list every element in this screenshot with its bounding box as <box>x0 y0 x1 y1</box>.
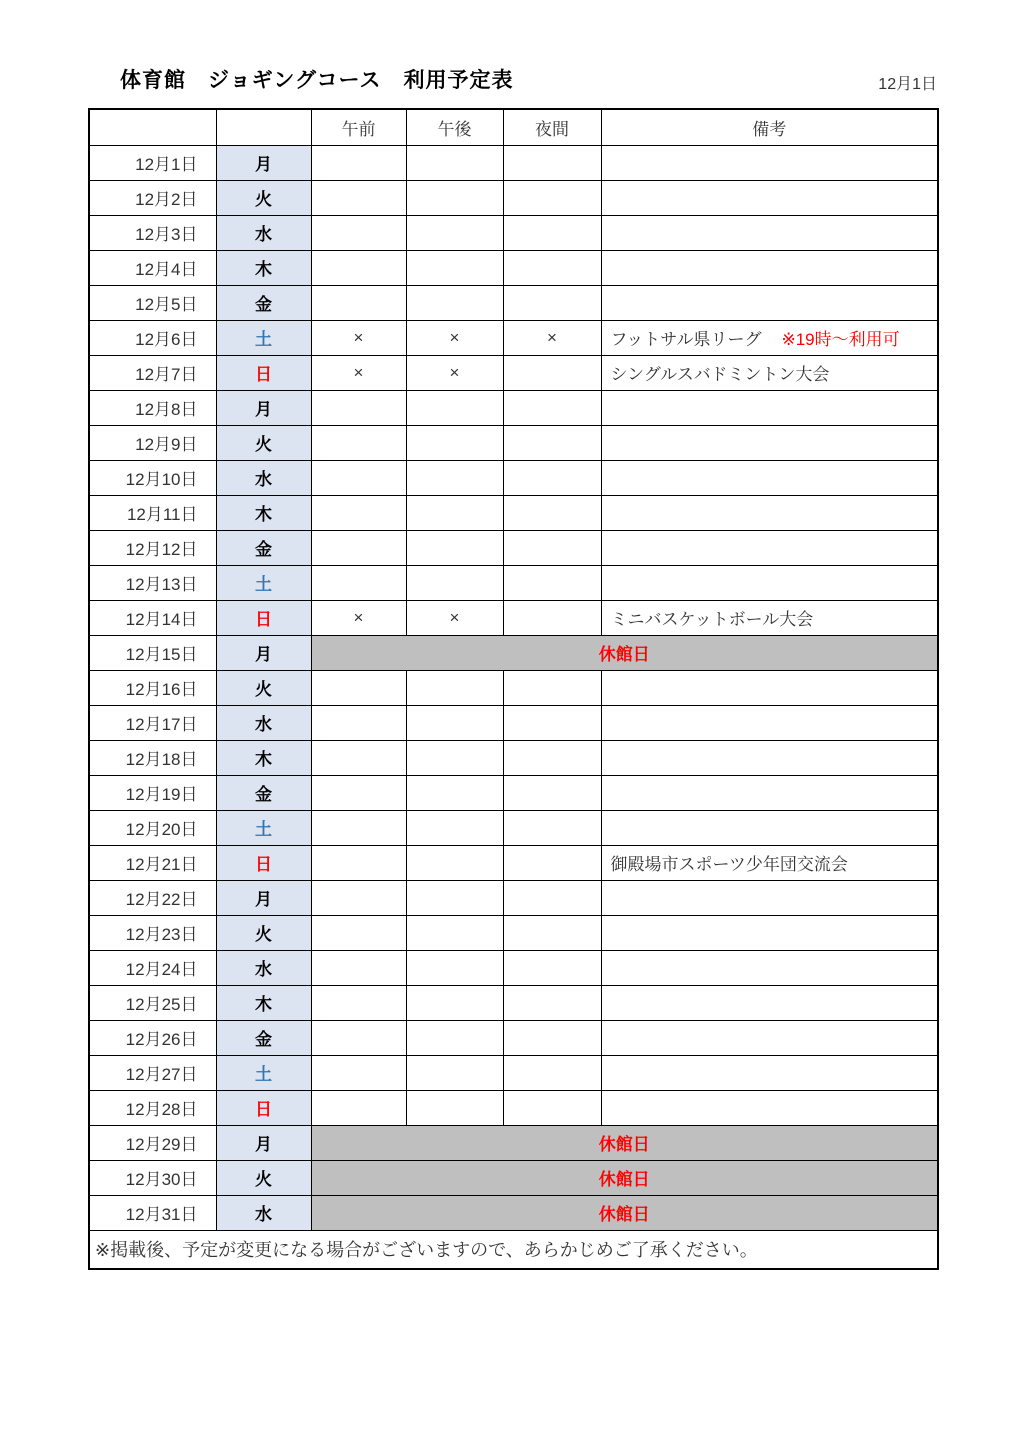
table-row <box>89 915 938 950</box>
date-cell: 12月24日 <box>89 950 216 985</box>
date-cell: 12月15日 <box>89 635 216 670</box>
pm-cell <box>406 775 503 810</box>
date-cell: 12月14日 <box>89 600 216 635</box>
pm-cell <box>406 565 503 600</box>
pm-cell <box>406 250 503 285</box>
date-cell: 12月29日 <box>89 1125 216 1160</box>
header-remarks: 備考 <box>601 109 938 145</box>
remarks-cell <box>601 705 938 740</box>
evening-cell <box>503 775 601 810</box>
day-of-week-cell: 月 <box>216 145 311 180</box>
evening-cell <box>503 705 601 740</box>
day-of-week-cell: 日 <box>216 355 311 390</box>
evening-cell <box>503 950 601 985</box>
pm-cell <box>406 145 503 180</box>
date-cell: 12月3日 <box>89 215 216 250</box>
schedule-body <box>89 145 938 1230</box>
remarks-cell <box>601 565 938 600</box>
date-cell: 12月8日 <box>89 390 216 425</box>
disclaimer-note: ※掲載後、予定が変更になる場合がございますので、あらかじめご了承ください。 <box>89 1230 938 1269</box>
evening-cell <box>503 215 601 250</box>
day-of-week-cell: 金 <box>216 1020 311 1055</box>
header-date-blank <box>89 109 216 145</box>
remarks-cell <box>601 355 938 390</box>
pm-cell: × <box>406 600 503 635</box>
date-cell: 12月17日 <box>89 705 216 740</box>
day-of-week-cell: 火 <box>216 670 311 705</box>
day-of-week-cell: 木 <box>216 495 311 530</box>
am-cell <box>311 180 406 215</box>
table-row <box>89 950 938 985</box>
header-day-blank <box>216 109 311 145</box>
header-am: 午前 <box>311 109 406 145</box>
date-cell: 12月27日 <box>89 1055 216 1090</box>
remarks-cell <box>601 985 938 1020</box>
pm-cell <box>406 810 503 845</box>
day-of-week-cell: 木 <box>216 250 311 285</box>
remarks-text: 御殿場市スポーツ少年団交流会 <box>610 855 848 874</box>
am-cell <box>311 1090 406 1125</box>
table-row <box>89 810 938 845</box>
pm-cell <box>406 950 503 985</box>
remarks-text: ミニバスケットボール大会 <box>610 610 814 629</box>
pm-cell <box>406 285 503 320</box>
am-cell <box>311 810 406 845</box>
evening-cell <box>503 985 601 1020</box>
table-row <box>89 565 938 600</box>
evening-cell <box>503 250 601 285</box>
date-cell: 12月18日 <box>89 740 216 775</box>
table-row <box>89 985 938 1020</box>
day-of-week-cell: 月 <box>216 390 311 425</box>
date-cell: 12月12日 <box>89 530 216 565</box>
am-cell <box>311 530 406 565</box>
remarks-red-note: ※19時～利用可 <box>781 330 900 349</box>
footer-row <box>89 1230 938 1269</box>
pm-cell <box>406 215 503 250</box>
day-of-week-cell: 火 <box>216 1160 311 1195</box>
table-row <box>89 145 938 180</box>
day-of-week-cell: 土 <box>216 1055 311 1090</box>
table-header-row <box>89 109 938 145</box>
day-of-week-cell: 火 <box>216 180 311 215</box>
am-cell <box>311 950 406 985</box>
day-of-week-cell: 水 <box>216 950 311 985</box>
evening-cell <box>503 180 601 215</box>
remarks-text: シングルスバドミントン大会 <box>610 365 830 384</box>
am-cell <box>311 390 406 425</box>
evening-cell <box>503 600 601 635</box>
am-cell <box>311 215 406 250</box>
date-cell: 12月5日 <box>89 285 216 320</box>
am-cell <box>311 1020 406 1055</box>
table-row <box>89 1125 938 1160</box>
closed-day-banner: 休館日 <box>311 635 938 670</box>
day-of-week-cell: 金 <box>216 285 311 320</box>
date-cell: 12月23日 <box>89 915 216 950</box>
evening-cell <box>503 1090 601 1125</box>
remarks-cell <box>601 425 938 460</box>
remarks-cell <box>601 950 938 985</box>
date-cell: 12月30日 <box>89 1160 216 1195</box>
am-cell <box>311 705 406 740</box>
evening-cell <box>503 390 601 425</box>
evening-cell <box>503 530 601 565</box>
day-of-week-cell: 金 <box>216 775 311 810</box>
am-cell <box>311 145 406 180</box>
pm-cell <box>406 425 503 460</box>
date-cell: 12月16日 <box>89 670 216 705</box>
date-cell: 12月22日 <box>89 880 216 915</box>
table-row <box>89 495 938 530</box>
day-of-week-cell: 日 <box>216 845 311 880</box>
table-row <box>89 670 938 705</box>
table-row <box>89 215 938 250</box>
date-cell: 12月7日 <box>89 355 216 390</box>
remarks-cell <box>601 390 938 425</box>
date-cell: 12月31日 <box>89 1195 216 1230</box>
date-cell: 12月20日 <box>89 810 216 845</box>
date-cell: 12月4日 <box>89 250 216 285</box>
date-cell: 12月19日 <box>89 775 216 810</box>
day-of-week-cell: 日 <box>216 1090 311 1125</box>
closed-day-banner: 休館日 <box>311 1160 938 1195</box>
closed-day-banner: 休館日 <box>311 1195 938 1230</box>
evening-cell <box>503 740 601 775</box>
day-of-week-cell: 月 <box>216 635 311 670</box>
table-row <box>89 600 938 635</box>
pm-cell: × <box>406 355 503 390</box>
table-row <box>89 530 938 565</box>
am-cell <box>311 565 406 600</box>
header-evening: 夜間 <box>503 109 601 145</box>
am-cell <box>311 250 406 285</box>
table-row <box>89 320 938 355</box>
table-row <box>89 285 938 320</box>
am-cell: × <box>311 600 406 635</box>
date-cell: 12月13日 <box>89 565 216 600</box>
evening-cell <box>503 145 601 180</box>
document-header <box>120 64 937 94</box>
table-row <box>89 250 938 285</box>
evening-cell <box>503 845 601 880</box>
pm-cell <box>406 705 503 740</box>
day-of-week-cell: 火 <box>216 425 311 460</box>
remarks-cell <box>601 530 938 565</box>
remarks-cell <box>601 460 938 495</box>
pm-cell: × <box>406 320 503 355</box>
evening-cell <box>503 915 601 950</box>
day-of-week-cell: 水 <box>216 215 311 250</box>
table-row <box>89 1055 938 1090</box>
table-row <box>89 775 938 810</box>
remarks-cell <box>601 1055 938 1090</box>
remarks-cell <box>601 775 938 810</box>
am-cell <box>311 740 406 775</box>
table-row <box>89 1090 938 1125</box>
am-cell <box>311 880 406 915</box>
pm-cell <box>406 740 503 775</box>
am-cell <box>311 460 406 495</box>
date-cell: 12月1日 <box>89 145 216 180</box>
day-of-week-cell: 木 <box>216 985 311 1020</box>
evening-cell <box>503 565 601 600</box>
remarks-cell <box>601 250 938 285</box>
date-cell: 12月9日 <box>89 425 216 460</box>
pm-cell <box>406 460 503 495</box>
header-pm: 午後 <box>406 109 503 145</box>
am-cell: × <box>311 355 406 390</box>
day-of-week-cell: 月 <box>216 1125 311 1160</box>
evening-cell <box>503 285 601 320</box>
remarks-text: フットサル県リーグ <box>610 330 762 349</box>
table-row <box>89 740 938 775</box>
pm-cell <box>406 1055 503 1090</box>
date-cell: 12月28日 <box>89 1090 216 1125</box>
day-of-week-cell: 水 <box>216 1195 311 1230</box>
day-of-week-cell: 火 <box>216 915 311 950</box>
remarks-cell <box>601 740 938 775</box>
remarks-cell <box>601 880 938 915</box>
evening-cell <box>503 810 601 845</box>
evening-cell <box>503 425 601 460</box>
table-row <box>89 180 938 215</box>
am-cell: × <box>311 320 406 355</box>
day-of-week-cell: 金 <box>216 530 311 565</box>
am-cell <box>311 845 406 880</box>
remarks-cell <box>601 845 938 880</box>
evening-cell <box>503 880 601 915</box>
table-row <box>89 845 938 880</box>
am-cell <box>311 495 406 530</box>
am-cell <box>311 985 406 1020</box>
day-of-week-cell: 日 <box>216 600 311 635</box>
am-cell <box>311 285 406 320</box>
remarks-cell <box>601 670 938 705</box>
remarks-cell <box>601 320 938 355</box>
am-cell <box>311 1055 406 1090</box>
am-cell <box>311 425 406 460</box>
day-of-week-cell: 水 <box>216 705 311 740</box>
issue-date: 12月1日 <box>878 76 937 93</box>
evening-cell: × <box>503 320 601 355</box>
remarks-cell <box>601 600 938 635</box>
pm-cell <box>406 530 503 565</box>
am-cell <box>311 670 406 705</box>
day-of-week-cell: 土 <box>216 565 311 600</box>
day-of-week-cell: 月 <box>216 880 311 915</box>
date-cell: 12月25日 <box>89 985 216 1020</box>
evening-cell <box>503 460 601 495</box>
evening-cell <box>503 495 601 530</box>
pm-cell <box>406 670 503 705</box>
day-of-week-cell: 土 <box>216 810 311 845</box>
day-of-week-cell: 土 <box>216 320 311 355</box>
table-row <box>89 460 938 495</box>
remarks-cell <box>601 180 938 215</box>
table-row <box>89 1160 938 1195</box>
remarks-cell <box>601 285 938 320</box>
pm-cell <box>406 180 503 215</box>
evening-cell <box>503 1020 601 1055</box>
closed-day-banner: 休館日 <box>311 1125 938 1160</box>
remarks-cell <box>601 1020 938 1055</box>
pm-cell <box>406 495 503 530</box>
page-title: 体育館 ジョギングコース 利用予定表 <box>120 69 514 92</box>
pm-cell <box>406 845 503 880</box>
date-cell: 12月6日 <box>89 320 216 355</box>
remarks-cell <box>601 810 938 845</box>
schedule-table <box>88 108 939 1270</box>
day-of-week-cell: 木 <box>216 740 311 775</box>
day-of-week-cell: 水 <box>216 460 311 495</box>
date-cell: 12月11日 <box>89 495 216 530</box>
date-cell: 12月2日 <box>89 180 216 215</box>
table-row <box>89 635 938 670</box>
table-row <box>89 1195 938 1230</box>
evening-cell <box>503 670 601 705</box>
am-cell <box>311 775 406 810</box>
remarks-cell <box>601 145 938 180</box>
evening-cell <box>503 355 601 390</box>
date-cell: 12月10日 <box>89 460 216 495</box>
table-row <box>89 705 938 740</box>
remarks-cell <box>601 215 938 250</box>
remarks-cell <box>601 915 938 950</box>
pm-cell <box>406 915 503 950</box>
remarks-cell <box>601 495 938 530</box>
table-row <box>89 355 938 390</box>
table-row <box>89 425 938 460</box>
table-row <box>89 1020 938 1055</box>
table-row <box>89 390 938 425</box>
evening-cell <box>503 1055 601 1090</box>
date-cell: 12月21日 <box>89 845 216 880</box>
am-cell <box>311 915 406 950</box>
pm-cell <box>406 1020 503 1055</box>
pm-cell <box>406 390 503 425</box>
pm-cell <box>406 985 503 1020</box>
table-footer <box>89 1230 938 1269</box>
table-row <box>89 880 938 915</box>
pm-cell <box>406 880 503 915</box>
date-cell: 12月26日 <box>89 1020 216 1055</box>
remarks-cell <box>601 1090 938 1125</box>
pm-cell <box>406 1090 503 1125</box>
